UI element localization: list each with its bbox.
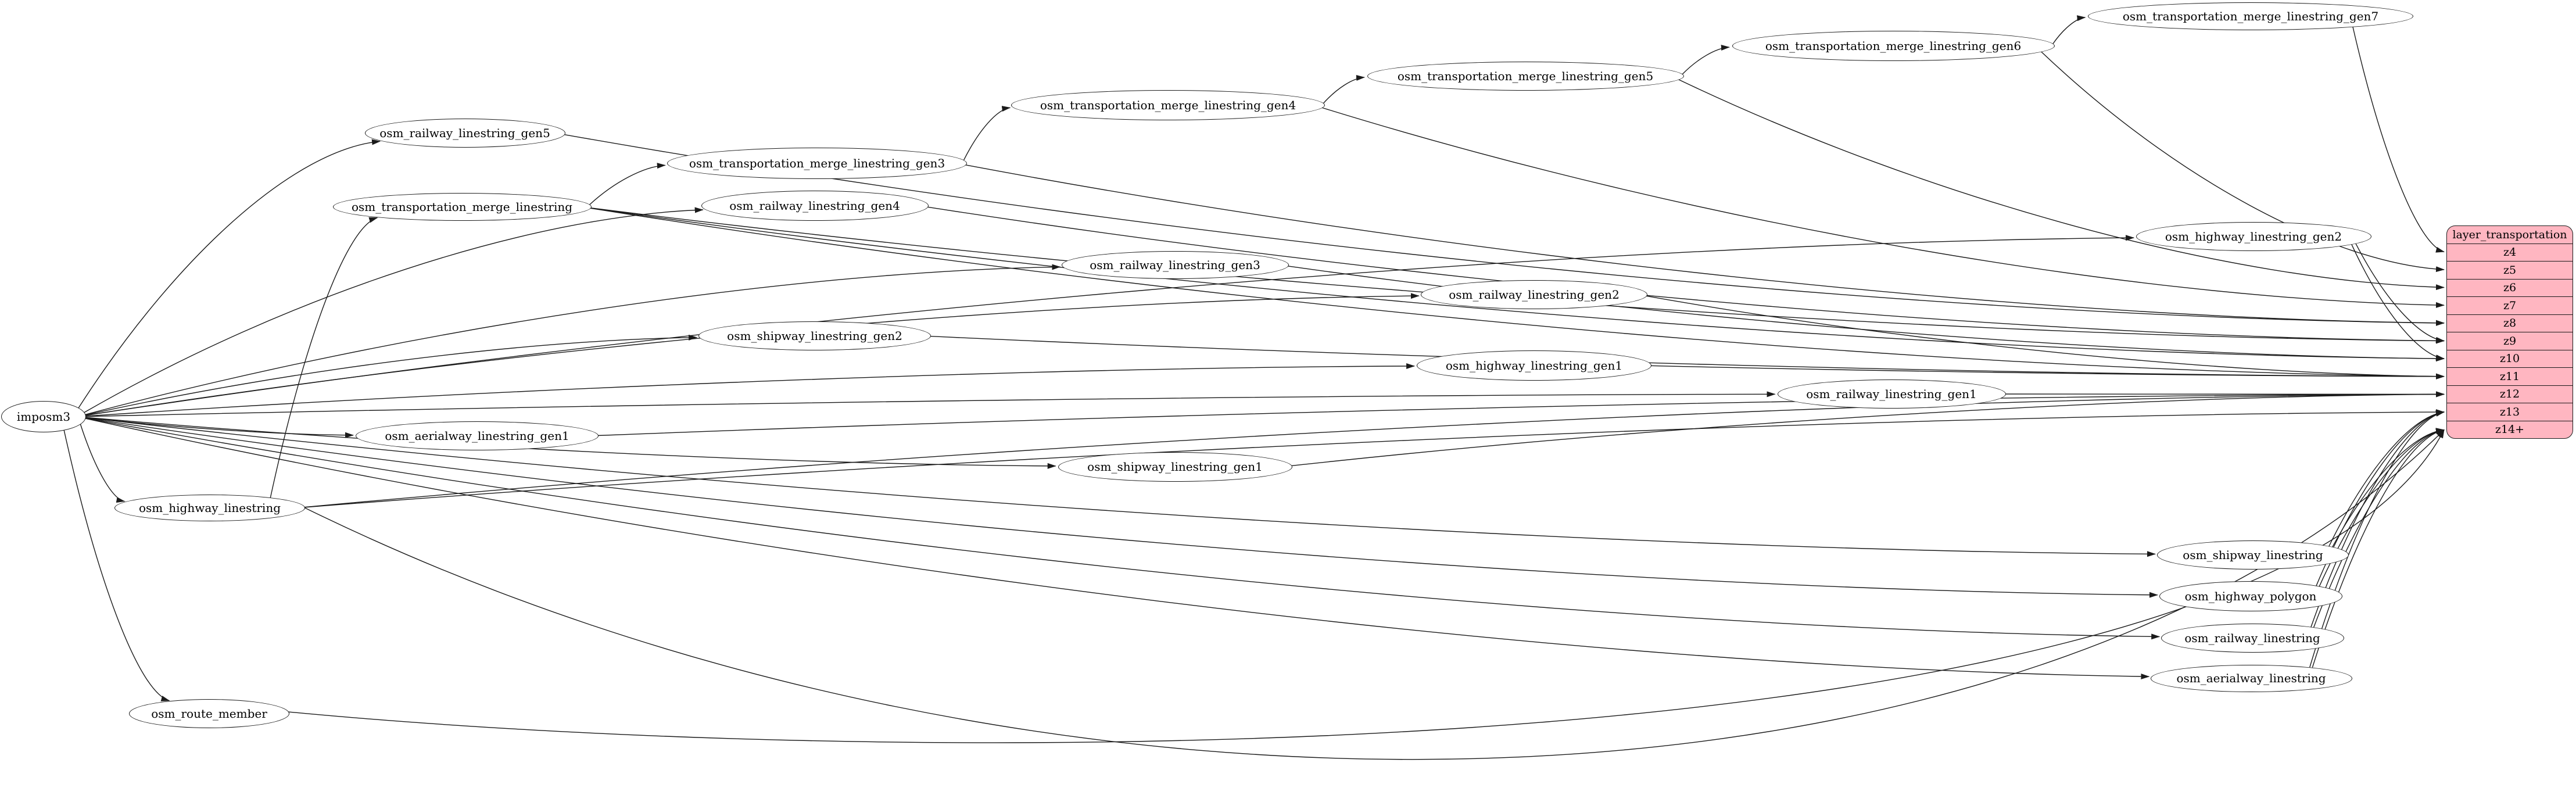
table-node-label: osm_shipway_linestring_gen2 [727, 329, 902, 343]
table-node-osm_shipway_linestring [2157, 540, 2349, 570]
table-node-label: osm_transportation_merge_linestring_gen4 [1040, 98, 1296, 112]
edge-osm_transportation_merge_linestring_gen5-osm_transportation_merge_linestring_gen6 [1682, 47, 1729, 75]
table-node-osm_shipway_linestring_gen1 [1058, 452, 1292, 482]
edge-osm_transportation_merge_linestring_gen7-layer_transportation-z4 [2353, 27, 2444, 252]
table-node-label: osm_railway_linestring_gen1 [1806, 387, 1977, 401]
table-node-osm_transportation_merge_linestring_gen7 [2088, 2, 2413, 30]
table-node-label: osm_aerialway_linestring [2176, 671, 2326, 685]
edge-osm_route_member-layer_transportation-z14+ [288, 430, 2445, 743]
table-node-label: osm_railway_linestring_gen2 [1449, 288, 1620, 302]
zoom-row-z13: z13 [2447, 403, 2573, 421]
table-node-label: osm_transportation_merge_linestring_gen7 [2122, 9, 2379, 23]
edge-osm_shipway_linestring-layer_transportation-z13 [2329, 412, 2444, 546]
edge-imposm3-osm_highway_linestring_gen1 [85, 366, 1414, 416]
layer-record-node [2446, 225, 2573, 439]
edge-osm_transportation_merge_linestring_gen4-osm_transportation_merge_linestring_gen5 [1323, 77, 1364, 104]
table-node-label: osm_transportation_merge_linestring_gen6 [1765, 39, 2022, 53]
table-node-osm_highway_linestring_gen2 [2136, 222, 2371, 251]
table-node-osm_transportation_merge_linestring_gen5 [1367, 62, 1684, 91]
edge-osm_transportation_merge_linestring_gen5-layer_transportation-z6 [1678, 80, 2444, 288]
zoom-row-z14+: z14+ [2447, 421, 2573, 439]
table-node-osm_transportation_merge_linestring_gen3 [667, 148, 967, 179]
table-node-label: osm_aerialway_linestring_gen1 [385, 429, 569, 443]
zoom-row-z12: z12 [2447, 385, 2573, 403]
table-node-osm_aerialway_linestring [2151, 665, 2352, 692]
edge-osm_railway_linestring_gen3-layer_transportation-z10 [1287, 266, 2444, 359]
table-node-osm_shipway_linestring_gen2 [698, 321, 931, 350]
edge-imposm3-osm_railway_linestring_gen5 [78, 141, 380, 408]
table-node-osm_aerialway_linestring_gen1 [356, 421, 599, 450]
table-node-osm_railway_linestring_gen5 [365, 119, 565, 148]
edge-osm_transportation_merge_linestring_gen6-osm_transportation_merge_linestring_gen7 [2052, 17, 2086, 45]
zoom-row-z9: z9 [2447, 332, 2573, 350]
edge-osm_highway_linestring_gen1-layer_transportation-z11 [1650, 366, 2444, 377]
edge-osm_transportation_merge_linestring_gen4-layer_transportation-z7 [1321, 108, 2444, 305]
edge-osm_shipway_linestring-layer_transportation-z14+ [2333, 430, 2444, 547]
edge-osm_transportation_merge_linestring-osm_transportation_merge_linestring_gen3 [589, 165, 665, 205]
zoom-row-z5: z5 [2447, 261, 2573, 279]
edge-imposm3-osm_highway_linestring [80, 424, 124, 502]
table-node-osm_highway_linestring_gen1 [1417, 350, 1651, 381]
table-node-osm_transportation_merge_linestring_gen6 [1732, 31, 2055, 61]
layer-record-title: layer_transportation [2452, 228, 2567, 241]
edge-osm_highway_linestring-layer_transportation-z12 [304, 394, 2444, 507]
table-node-osm_railway_linestring_gen2 [1421, 280, 1647, 309]
edge-osm_highway_polygon-layer_transportation-z14+ [2319, 430, 2444, 587]
zoom-row-z8: z8 [2447, 314, 2573, 332]
table-node-osm_highway_linestring [114, 495, 305, 521]
edge-osm_aerialway_linestring_gen1-layer_transportation-z12 [597, 394, 2444, 435]
table-node-label: osm_highway_linestring_gen1 [1445, 359, 1623, 373]
zoom-row-z4: z4 [2447, 243, 2573, 262]
zoom-row-z11: z11 [2447, 367, 2573, 385]
table-node-osm_route_member [129, 699, 289, 728]
table-node-label: osm_transportation_merge_linestring_gen5 [1397, 69, 1654, 83]
table-node-label: osm_transportation_merge_linestring_gen3 [689, 156, 945, 170]
table-node-label: osm_transportation_merge_linestring [351, 200, 573, 214]
edge-imposm3-osm_railway_linestring_gen4 [84, 210, 703, 413]
table-node-osm_railway_linestring [2161, 624, 2344, 653]
table-node-label: osm_highway_linestring_gen2 [2165, 230, 2342, 243]
zoom-row-z10: z10 [2447, 350, 2573, 368]
table-node-label: osm_shipway_linestring [2183, 548, 2323, 562]
zoom-row-z6: z6 [2447, 279, 2573, 297]
edge-osm_aerialway_linestring-layer_transportation-z13 [2310, 412, 2444, 667]
zoom-row-z7: z7 [2447, 296, 2573, 314]
table-node-label: osm_highway_linestring [138, 501, 281, 515]
table-node-label: osm_railway_linestring [2184, 631, 2320, 645]
table-node-label: osm_railway_linestring_gen3 [1090, 258, 1260, 272]
table-node-osm_railway_linestring_gen1 [1778, 379, 2006, 409]
edge-osm_shipway_linestring_gen2-layer_transportation-z11 [930, 336, 2444, 377]
table-node-osm_railway_linestring_gen3 [1062, 251, 1289, 279]
table-node-label: osm_railway_linestring_gen5 [379, 126, 550, 140]
edge-osm_transportation_merge_linestring_gen3-osm_transportation_merge_linestring_gen4 [963, 108, 1010, 160]
edge-imposm3-osm_railway_linestring_gen1 [85, 394, 1775, 416]
edge-osm_highway_linestring_gen2-layer_transportation-z9 [2356, 243, 2444, 341]
table-node-imposm3 [1, 401, 86, 432]
edge-imposm3-osm_shipway_linestring_gen2 [85, 338, 697, 416]
table-node-osm_highway_polygon [2159, 581, 2342, 611]
table-node-osm_transportation_merge_linestring_gen4 [1011, 90, 1325, 120]
table-node-osm_transportation_merge_linestring [333, 193, 592, 221]
table-node-label: imposm3 [16, 410, 71, 424]
table-node-osm_railway_linestring_gen4 [701, 191, 929, 221]
edge-osm_highway_linestring-layer_transportation-z13 [304, 412, 2444, 507]
table-node-label: osm_route_member [151, 707, 267, 721]
edge-imposm3-osm_route_member [64, 430, 169, 700]
table-node-label: osm_railway_linestring_gen4 [729, 199, 900, 213]
table-node-label: osm_highway_polygon [2184, 589, 2317, 603]
table-node-label: osm_shipway_linestring_gen1 [1087, 460, 1263, 474]
